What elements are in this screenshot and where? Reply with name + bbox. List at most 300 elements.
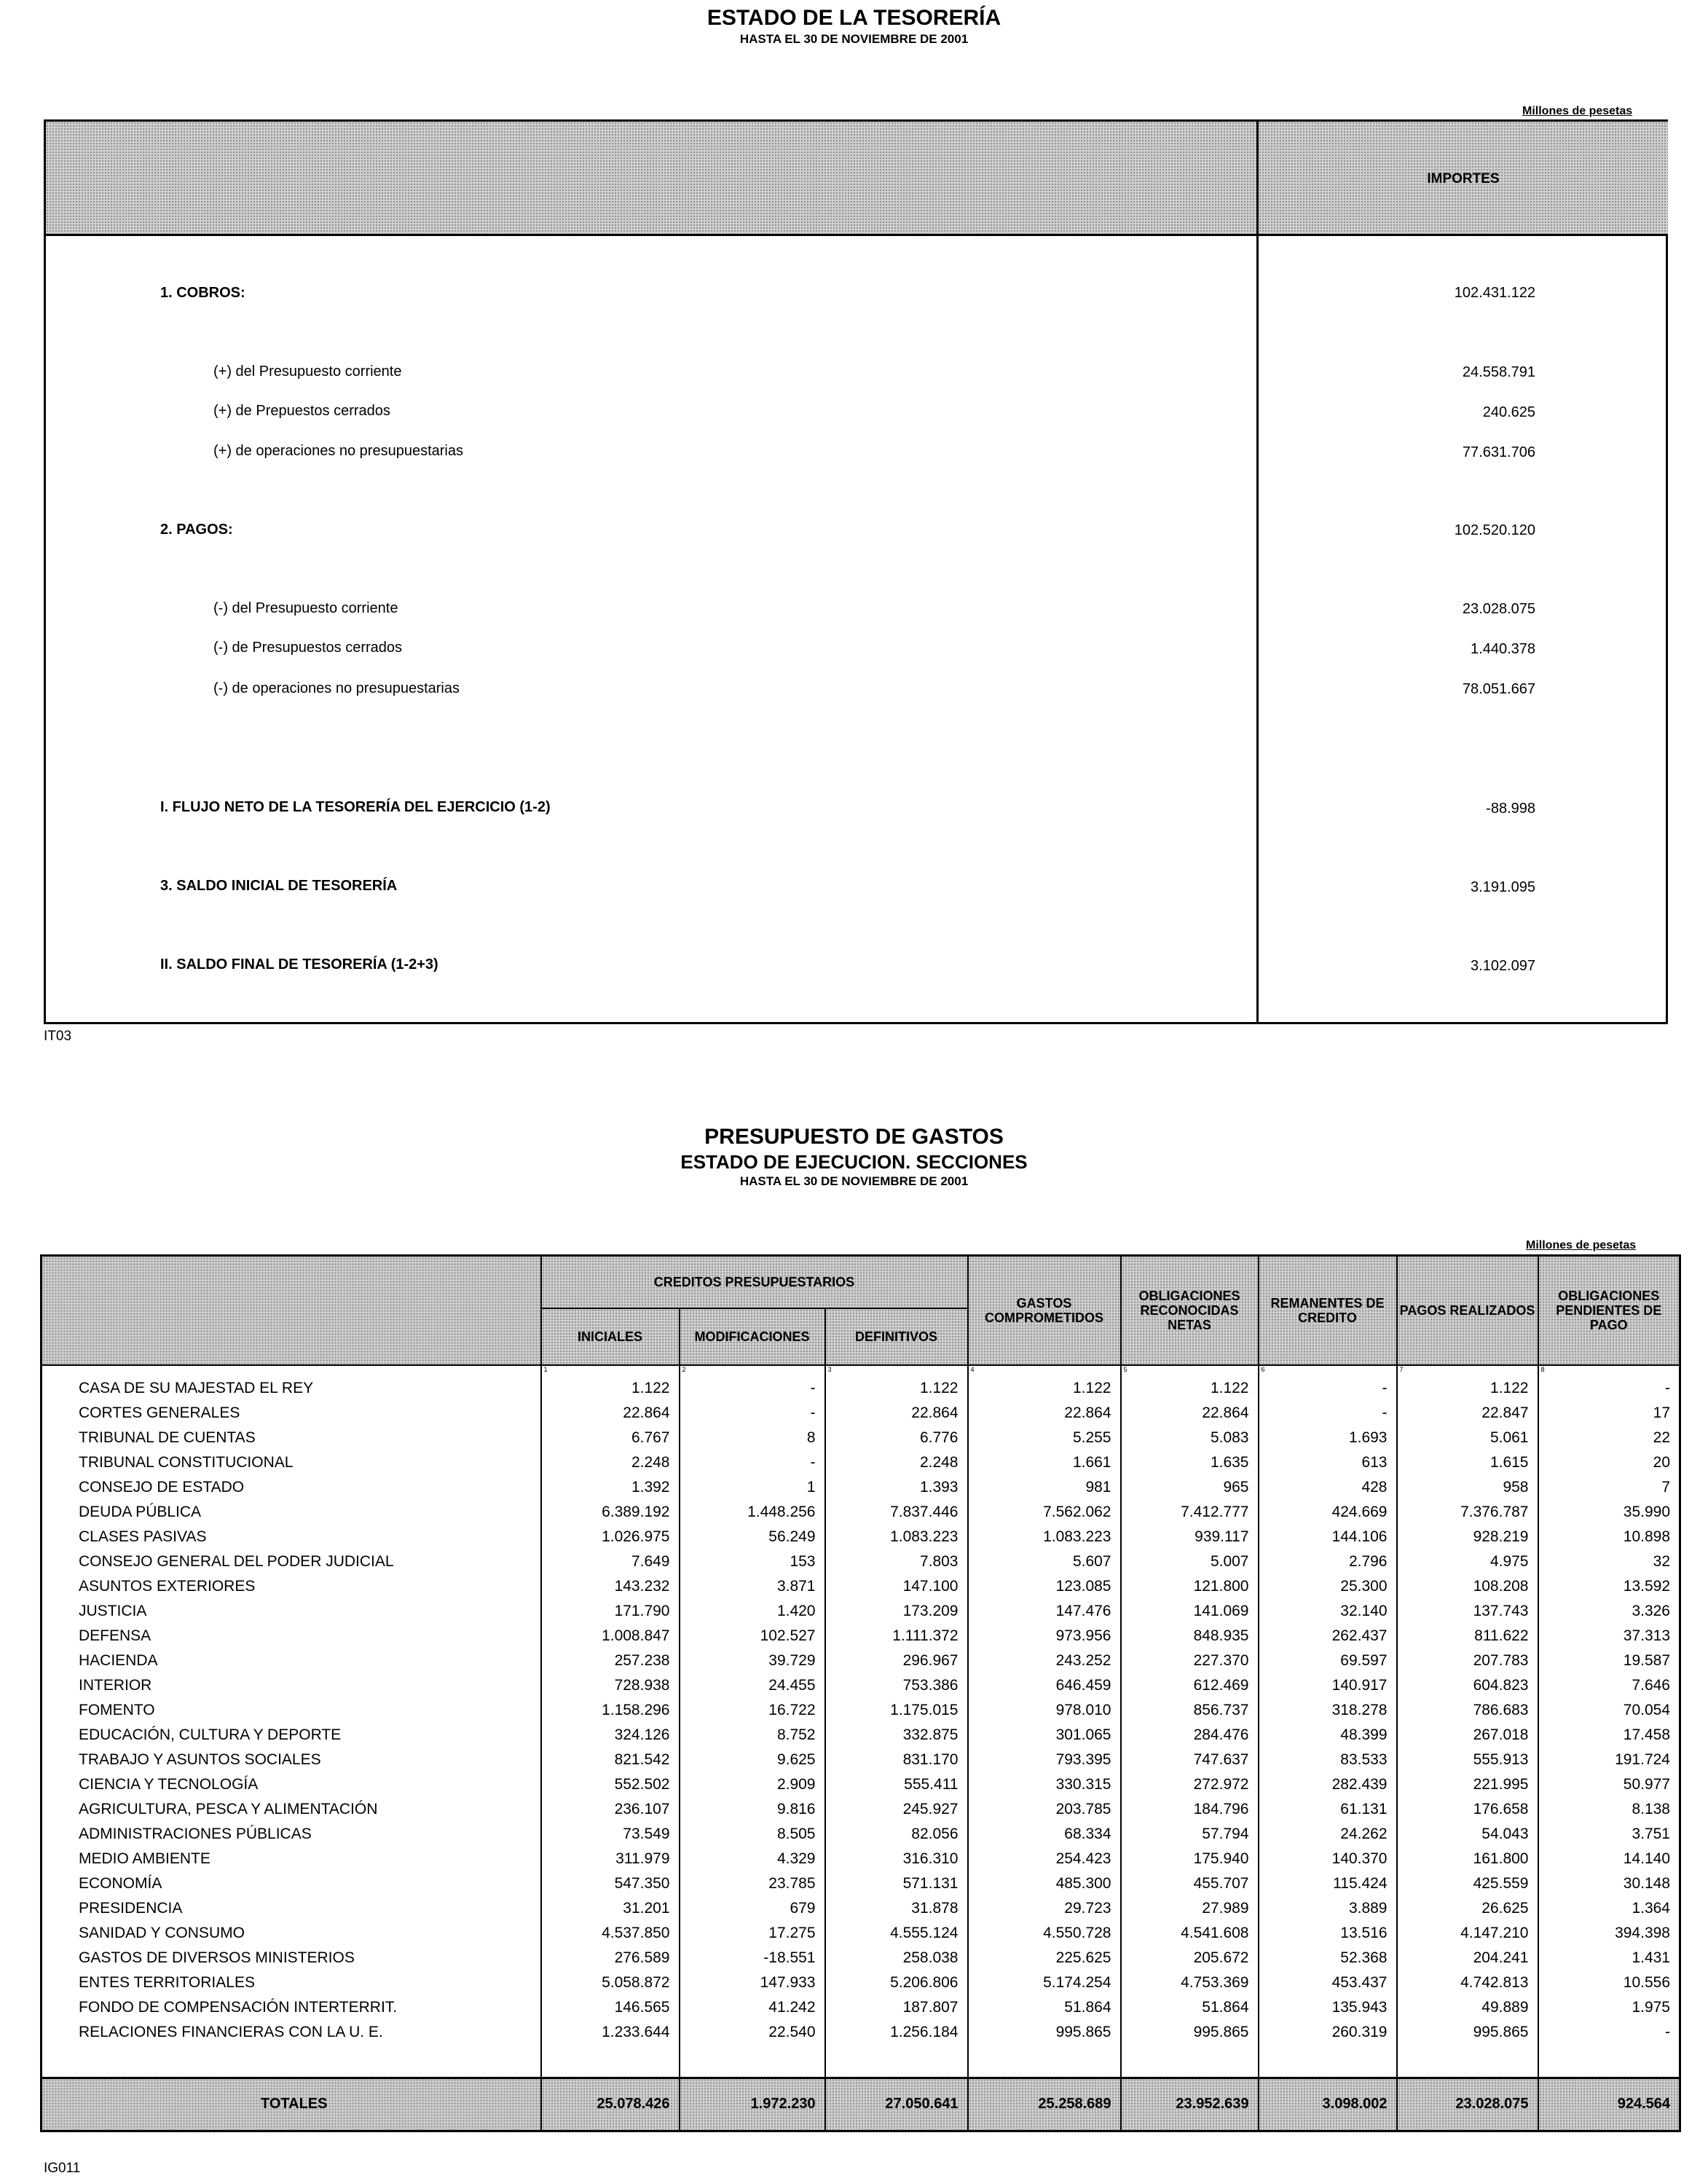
cell-pendientes: 394.398	[1538, 1921, 1680, 1946]
total-remanentes: 3.098.002	[1259, 2078, 1397, 2131]
cell-pendientes: 35.990	[1538, 1500, 1680, 1525]
cell-gastos-comprometidos: 254.423	[968, 1847, 1121, 1871]
cell-pendientes: 10.556	[1538, 1970, 1680, 1995]
cell-definitivos: 571.131	[825, 1871, 968, 1896]
total-modificaciones: 1.972.230	[680, 2078, 825, 2131]
cell-obligaciones: 1.122	[1121, 1376, 1259, 1401]
cell-gastos-comprometidos: 5.174.254	[968, 1970, 1121, 1995]
cell-gastos-comprometidos: 1.122	[968, 1376, 1121, 1401]
cell-pendientes: -	[1538, 1376, 1680, 1401]
cell-modificaciones: 41.242	[680, 1995, 825, 2020]
cell-gastos-comprometidos: 5.607	[968, 1549, 1121, 1574]
cell-iniciales: 2.248	[541, 1450, 680, 1475]
cell-pagos: 995.865	[1397, 2020, 1538, 2045]
cell-modificaciones: -	[680, 1376, 825, 1401]
column-number: 6	[1259, 1365, 1397, 1376]
cell-pendientes: 13.592	[1538, 1574, 1680, 1599]
cell-gastos-comprometidos: 793.395	[968, 1748, 1121, 1772]
cell-remanentes: 61.131	[1259, 1797, 1397, 1822]
cell-definitivos: 258.038	[825, 1946, 968, 1970]
cell-obligaciones: 612.469	[1121, 1673, 1259, 1698]
cell-seccion: SANIDAD Y CONSUMO	[42, 1921, 541, 1946]
saldo-final-label: II. SALDO FINAL DE TESORERÍA (1-2+3)	[160, 956, 438, 972]
cell-iniciales: 171.790	[541, 1599, 680, 1624]
table-row	[42, 1673, 1680, 1698]
cell-gastos-comprometidos: 973.956	[968, 1624, 1121, 1648]
cell-definitivos: 245.927	[825, 1797, 968, 1822]
cell-remanentes: 13.516	[1259, 1921, 1397, 1946]
table-row	[42, 1525, 1680, 1549]
cell-gastos-comprometidos: 485.300	[968, 1871, 1121, 1896]
cell-pendientes: 14.140	[1538, 1847, 1680, 1871]
cell-obligaciones: 1.635	[1121, 1450, 1259, 1475]
total-pagos: 23.028.075	[1397, 2078, 1538, 2131]
table-row	[42, 1797, 1680, 1822]
cell-iniciales: 4.537.850	[541, 1921, 680, 1946]
cell-gastos-comprometidos: 68.334	[968, 1822, 1121, 1847]
header-creditos: CREDITOS PRESUPUESTARIOS	[541, 1256, 968, 1308]
cell-definitivos: 4.555.124	[825, 1921, 968, 1946]
table-row	[42, 1401, 1680, 1426]
cell-pagos: 7.376.787	[1397, 1500, 1538, 1525]
cell-obligaciones: 272.972	[1121, 1772, 1259, 1797]
cell-pendientes: 3.751	[1538, 1822, 1680, 1847]
cell-remanentes: 25.300	[1259, 1574, 1397, 1599]
gastos-header-blank	[42, 1256, 541, 1365]
cell-definitivos: 1.393	[825, 1475, 968, 1500]
cell-remanentes: 424.669	[1259, 1500, 1397, 1525]
cobros-no-presupuestarias-label: (+) de operaciones no presupuestarias	[213, 443, 463, 459]
column-number: 7	[1397, 1365, 1538, 1376]
pagos-no-presupuestarias-label: (-) de operaciones no presupuestarias	[213, 680, 460, 696]
table-row	[42, 1723, 1680, 1748]
cell-definitivos: 1.111.372	[825, 1624, 968, 1648]
cell-modificaciones: 9.625	[680, 1748, 825, 1772]
cell-gastos-comprometidos: 243.252	[968, 1648, 1121, 1673]
cell-seccion: FOMENTO	[42, 1698, 541, 1723]
header-divider	[46, 234, 1666, 236]
cell-modificaciones: 23.785	[680, 1871, 825, 1896]
cell-modificaciones: -	[680, 1450, 825, 1475]
cell-seccion: PRESIDENCIA	[42, 1896, 541, 1921]
cell-modificaciones: 153	[680, 1549, 825, 1574]
flujo-neto-value: -88.998	[1486, 801, 1535, 817]
cell-definitivos: 6.776	[825, 1426, 968, 1450]
cell-obligaciones: 175.940	[1121, 1847, 1259, 1871]
column-number: 4	[968, 1365, 1121, 1376]
cell-obligaciones: 121.800	[1121, 1574, 1259, 1599]
cell-definitivos: 173.209	[825, 1599, 968, 1624]
cell-gastos-comprometidos: 978.010	[968, 1698, 1121, 1723]
column-number: 5	[1121, 1365, 1259, 1376]
cell-seccion: INTERIOR	[42, 1673, 541, 1698]
cobros-no-presupuestarias-value: 77.631.706	[1462, 444, 1535, 460]
cell-gastos-comprometidos: 330.315	[968, 1772, 1121, 1797]
cell-pagos: 811.622	[1397, 1624, 1538, 1648]
spacer-row	[42, 2045, 1680, 2078]
cell-remanentes: 262.437	[1259, 1624, 1397, 1648]
cell-pagos: 161.800	[1397, 1847, 1538, 1871]
cell-remanentes: 83.533	[1259, 1748, 1397, 1772]
header-obligaciones: OBLIGACIONES RECONOCIDAS NETAS	[1121, 1256, 1259, 1365]
table-row	[42, 1847, 1680, 1871]
cell-definitivos: 753.386	[825, 1673, 968, 1698]
cell-iniciales: 6.389.192	[541, 1500, 680, 1525]
cell-modificaciones: 1.420	[680, 1599, 825, 1624]
table-row	[42, 1599, 1680, 1624]
cell-remanentes: 1.693	[1259, 1426, 1397, 1450]
total-gastos-comprometidos: 25.258.689	[968, 2078, 1121, 2131]
cell-pendientes: 17	[1538, 1401, 1680, 1426]
cell-remanentes: 52.368	[1259, 1946, 1397, 1970]
cell-gastos-comprometidos: 5.255	[968, 1426, 1121, 1450]
cell-modificaciones: 1.448.256	[680, 1500, 825, 1525]
cell-remanentes: 140.370	[1259, 1847, 1397, 1871]
gastos-subtitle: ESTADO DE EJECUCION. SECCIONES	[680, 1151, 1028, 1173]
cell-remanentes: 140.917	[1259, 1673, 1397, 1698]
cell-gastos-comprometidos: 22.864	[968, 1401, 1121, 1426]
cell-pagos: 604.823	[1397, 1673, 1538, 1698]
gastos-title: PRESUPUESTO DE GASTOS	[704, 1125, 1004, 1149]
cell-definitivos: 22.864	[825, 1401, 968, 1426]
cell-gastos-comprometidos: 646.459	[968, 1673, 1121, 1698]
cell-seccion: ADMINISTRACIONES PÚBLICAS	[42, 1822, 541, 1847]
cell-gastos-comprometidos: 147.476	[968, 1599, 1121, 1624]
cell-pagos: 207.783	[1397, 1648, 1538, 1673]
cell-seccion: ENTES TERRITORIALES	[42, 1970, 541, 1995]
cell-obligaciones: 27.989	[1121, 1896, 1259, 1921]
cell-obligaciones: 455.707	[1121, 1871, 1259, 1896]
cell-pagos: 22.847	[1397, 1401, 1538, 1426]
cell-remanentes: 69.597	[1259, 1648, 1397, 1673]
cell-seccion: CASA DE SU MAJESTAD EL REY	[42, 1376, 541, 1401]
pagos-label: 2. PAGOS:	[160, 522, 233, 538]
cell-iniciales: 276.589	[541, 1946, 680, 1970]
pagos-corriente-label: (-) del Presupuesto corriente	[213, 600, 398, 616]
cell-seccion: JUSTICIA	[42, 1599, 541, 1624]
cell-definitivos: 7.803	[825, 1549, 968, 1574]
cell-modificaciones: 24.455	[680, 1673, 825, 1698]
cell-pagos: 958	[1397, 1475, 1538, 1500]
cell-iniciales: 257.238	[541, 1648, 680, 1673]
cell-gastos-comprometidos: 4.550.728	[968, 1921, 1121, 1946]
cell-seccion: FONDO DE COMPENSACIÓN INTERTERRIT.	[42, 1995, 541, 2020]
cell-pendientes: 32	[1538, 1549, 1680, 1574]
table-row	[42, 1896, 1680, 1921]
cell-obligaciones: 227.370	[1121, 1648, 1259, 1673]
cell-pendientes: 1.431	[1538, 1946, 1680, 1970]
cell-obligaciones: 848.935	[1121, 1624, 1259, 1648]
cell-iniciales: 324.126	[541, 1723, 680, 1748]
cell-seccion: TRABAJO Y ASUNTOS SOCIALES	[42, 1748, 541, 1772]
cell-modificaciones: 56.249	[680, 1525, 825, 1549]
cell-definitivos: 296.967	[825, 1648, 968, 1673]
cell-seccion: HACIENDA	[42, 1648, 541, 1673]
column-number: 8	[1538, 1365, 1680, 1376]
cell-iniciales: 143.232	[541, 1574, 680, 1599]
tesoreria-units: Millones de pesetas	[1522, 105, 1633, 117]
cell-modificaciones: 147.933	[680, 1970, 825, 1995]
cell-obligaciones: 7.412.777	[1121, 1500, 1259, 1525]
cell-gastos-comprometidos: 981	[968, 1475, 1121, 1500]
cell-pendientes: 37.313	[1538, 1624, 1680, 1648]
cell-iniciales: 547.350	[541, 1871, 680, 1896]
cell-iniciales: 1.392	[541, 1475, 680, 1500]
cell-pagos: 204.241	[1397, 1946, 1538, 1970]
cell-obligaciones: 57.794	[1121, 1822, 1259, 1847]
cell-definitivos: 7.837.446	[825, 1500, 968, 1525]
pagos-cerrados-value: 1.440.378	[1471, 641, 1535, 657]
gastos-footer	[42, 2045, 1680, 2131]
cell-remanentes: 32.140	[1259, 1599, 1397, 1624]
cell-pendientes: 50.977	[1538, 1772, 1680, 1797]
cell-pendientes: 8.138	[1538, 1797, 1680, 1822]
cell-obligaciones: 22.864	[1121, 1401, 1259, 1426]
cell-modificaciones: 102.527	[680, 1624, 825, 1648]
cell-definitivos: 316.310	[825, 1847, 968, 1871]
cobros-corriente-label: (+) del Presupuesto corriente	[213, 364, 402, 380]
importes-header: IMPORTES	[1427, 171, 1500, 186]
cell-pagos: 54.043	[1397, 1822, 1538, 1847]
cell-modificaciones: 8.752	[680, 1723, 825, 1748]
cell-pendientes: 22	[1538, 1426, 1680, 1450]
cell-remanentes: 144.106	[1259, 1525, 1397, 1549]
totals-row	[42, 2078, 1680, 2131]
cell-seccion: ECONOMÍA	[42, 1871, 541, 1896]
gastos-date: HASTA EL 30 DE NOVIEMBRE DE 2001	[739, 1174, 969, 1188]
cell-iniciales: 7.649	[541, 1549, 680, 1574]
cell-pagos: 786.683	[1397, 1698, 1538, 1723]
cell-remanentes: 613	[1259, 1450, 1397, 1475]
table-row	[42, 1698, 1680, 1723]
header-modificaciones: MODIFICACIONES	[680, 1308, 825, 1365]
total-iniciales: 25.078.426	[541, 2078, 680, 2131]
saldo-final-value: 3.102.097	[1471, 958, 1535, 974]
cell-pendientes: -	[1538, 2020, 1680, 2045]
cell-gastos-comprometidos: 51.864	[968, 1995, 1121, 2020]
tesoreria-code: IT03	[44, 1029, 72, 1044]
table-row	[42, 1772, 1680, 1797]
cell-obligaciones: 5.007	[1121, 1549, 1259, 1574]
cell-seccion: MEDIO AMBIENTE	[42, 1847, 541, 1871]
cell-iniciales: 236.107	[541, 1797, 680, 1822]
cell-remanentes: 428	[1259, 1475, 1397, 1500]
cell-definitivos: 1.256.184	[825, 2020, 968, 2045]
cell-definitivos: 831.170	[825, 1748, 968, 1772]
cell-remanentes: 135.943	[1259, 1995, 1397, 2020]
cell-iniciales: 73.549	[541, 1822, 680, 1847]
table-row	[42, 1574, 1680, 1599]
column-number: 1	[541, 1365, 680, 1376]
cell-modificaciones: 1	[680, 1475, 825, 1500]
header-pagos: PAGOS REALIZADOS	[1397, 1256, 1538, 1365]
total-obligaciones: 23.952.639	[1121, 2078, 1259, 2131]
flujo-neto-label: I. FLUJO NETO DE LA TESORERÍA DEL EJERCICIO (1-2)	[160, 799, 551, 815]
cell-obligaciones: 51.864	[1121, 1995, 1259, 2020]
cell-obligaciones: 284.476	[1121, 1723, 1259, 1748]
cell-pagos: 137.743	[1397, 1599, 1538, 1624]
cell-definitivos: 1.122	[825, 1376, 968, 1401]
cell-modificaciones: 17.275	[680, 1921, 825, 1946]
cell-obligaciones: 184.796	[1121, 1797, 1259, 1822]
cell-pendientes: 3.326	[1538, 1599, 1680, 1624]
cell-remanentes: 318.278	[1259, 1698, 1397, 1723]
cell-definitivos: 555.411	[825, 1772, 968, 1797]
cell-gastos-comprometidos: 301.065	[968, 1723, 1121, 1748]
totals-label: TOTALES	[42, 2078, 541, 2131]
gastos-body	[42, 1365, 1680, 2045]
gastos-units: Millones de pesetas	[1526, 1239, 1637, 1251]
cell-seccion: CONSEJO GENERAL DEL PODER JUDICIAL	[42, 1549, 541, 1574]
header-remanentes: REMANENTES DE CREDITO	[1259, 1256, 1397, 1365]
total-pendientes: 924.564	[1538, 2078, 1680, 2131]
cell-seccion: GASTOS DE DIVERSOS MINISTERIOS	[42, 1946, 541, 1970]
header-pendientes: OBLIGACIONES PENDIENTES DE PAGO	[1538, 1256, 1680, 1365]
tesoreria-table	[44, 119, 1668, 1024]
cell-gastos-comprometidos: 29.723	[968, 1896, 1121, 1921]
table-row	[42, 1426, 1680, 1450]
cell-iniciales: 311.979	[541, 1847, 680, 1871]
cobros-cerrados-label: (+) de Prepuestos cerrados	[213, 403, 390, 419]
cell-pendientes: 20	[1538, 1450, 1680, 1475]
pagos-value: 102.520.120	[1454, 522, 1535, 538]
cobros-corriente-value: 24.558.791	[1462, 364, 1535, 380]
table-row	[42, 1624, 1680, 1648]
table-row	[42, 1822, 1680, 1847]
cell-iniciales: 146.565	[541, 1995, 680, 2020]
header-definitivos: DEFINITIVOS	[825, 1308, 968, 1365]
cell-gastos-comprometidos: 1.661	[968, 1450, 1121, 1475]
table-row	[42, 1871, 1680, 1896]
cell-pagos: 4.742.813	[1397, 1970, 1538, 1995]
cell-modificaciones: 16.722	[680, 1698, 825, 1723]
cell-remanentes: -	[1259, 1401, 1397, 1426]
cell-remanentes: -	[1259, 1376, 1397, 1401]
saldo-inicial-label: 3. SALDO INICIAL DE TESORERÍA	[160, 878, 398, 894]
cell-pagos: 267.018	[1397, 1723, 1538, 1748]
cell-pagos: 1.615	[1397, 1450, 1538, 1475]
cell-definitivos: 31.878	[825, 1896, 968, 1921]
cell-seccion: EDUCACIÓN, CULTURA Y DEPORTE	[42, 1723, 541, 1748]
cobros-cerrados-value: 240.625	[1482, 404, 1535, 420]
cell-obligaciones: 939.117	[1121, 1525, 1259, 1549]
cell-pendientes: 10.898	[1538, 1525, 1680, 1549]
cell-modificaciones: 679	[680, 1896, 825, 1921]
cell-pagos: 5.061	[1397, 1426, 1538, 1450]
header-iniciales: INICIALES	[541, 1308, 680, 1365]
tesoreria-title: ESTADO DE LA TESORERÍA	[707, 6, 1001, 30]
table-row	[42, 1450, 1680, 1475]
cell-gastos-comprometidos: 1.083.223	[968, 1525, 1121, 1549]
cell-pendientes: 30.148	[1538, 1871, 1680, 1896]
cell-obligaciones: 205.672	[1121, 1946, 1259, 1970]
cell-iniciales: 31.201	[541, 1896, 680, 1921]
column-number: 3	[825, 1365, 968, 1376]
cell-seccion: TRIBUNAL DE CUENTAS	[42, 1426, 541, 1450]
cell-remanentes: 453.437	[1259, 1970, 1397, 1995]
column-divider	[1256, 122, 1259, 1022]
cell-pagos: 555.913	[1397, 1748, 1538, 1772]
cell-modificaciones: 3.871	[680, 1574, 825, 1599]
cobros-value: 102.431.122	[1454, 285, 1535, 301]
cell-obligaciones: 995.865	[1121, 2020, 1259, 2045]
table-row	[42, 1376, 1680, 1401]
pagos-cerrados-label: (-) de Presupuestos cerrados	[213, 640, 403, 656]
cell-remanentes: 3.889	[1259, 1896, 1397, 1921]
saldo-inicial-value: 3.191.095	[1471, 879, 1535, 895]
cell-modificaciones: 8.505	[680, 1822, 825, 1847]
cell-iniciales: 6.767	[541, 1426, 680, 1450]
cell-obligaciones: 4.541.608	[1121, 1921, 1259, 1946]
cell-iniciales: 1.122	[541, 1376, 680, 1401]
cell-definitivos: 332.875	[825, 1723, 968, 1748]
cell-obligaciones: 747.637	[1121, 1748, 1259, 1772]
column-number: 2	[680, 1365, 825, 1376]
cell-seccion: CONSEJO DE ESTADO	[42, 1475, 541, 1500]
table-row	[42, 1549, 1680, 1574]
cell-iniciales: 552.502	[541, 1772, 680, 1797]
table-row	[42, 1748, 1680, 1772]
table-row	[42, 1921, 1680, 1946]
cell-modificaciones: 39.729	[680, 1648, 825, 1673]
cell-iniciales: 1.233.644	[541, 2020, 680, 2045]
cell-pendientes: 70.054	[1538, 1698, 1680, 1723]
cell-modificaciones: 4.329	[680, 1847, 825, 1871]
cell-modificaciones: -18.551	[680, 1946, 825, 1970]
pagos-corriente-value: 23.028.075	[1462, 601, 1535, 617]
cell-pagos: 425.559	[1397, 1871, 1538, 1896]
cell-definitivos: 1.175.015	[825, 1698, 968, 1723]
cell-remanentes: 2.796	[1259, 1549, 1397, 1574]
cell-gastos-comprometidos: 995.865	[968, 2020, 1121, 2045]
cell-pagos: 928.219	[1397, 1525, 1538, 1549]
table-row	[42, 1475, 1680, 1500]
cell-obligaciones: 965	[1121, 1475, 1259, 1500]
table-row	[42, 1946, 1680, 1970]
cell-pendientes: 7	[1538, 1475, 1680, 1500]
cobros-label: 1. COBROS:	[160, 285, 245, 301]
gastos-code: IG011	[44, 2161, 81, 2176]
cell-modificaciones: 22.540	[680, 2020, 825, 2045]
cell-pagos: 4.147.210	[1397, 1921, 1538, 1946]
cell-pendientes: 1.975	[1538, 1995, 1680, 2020]
cell-gastos-comprometidos: 225.625	[968, 1946, 1121, 1970]
cell-obligaciones: 5.083	[1121, 1426, 1259, 1450]
cell-pagos: 49.889	[1397, 1995, 1538, 2020]
cell-pendientes: 7.646	[1538, 1673, 1680, 1698]
cell-seccion: CORTES GENERALES	[42, 1401, 541, 1426]
cell-iniciales: 1.158.296	[541, 1698, 680, 1723]
cell-modificaciones: 2.909	[680, 1772, 825, 1797]
cell-definitivos: 1.083.223	[825, 1525, 968, 1549]
cell-definitivos: 5.206.806	[825, 1970, 968, 1995]
cell-pendientes: 17.458	[1538, 1723, 1680, 1748]
header-gastos-comprometidos: GASTOS COMPROMETIDOS	[968, 1256, 1121, 1365]
cell-pagos: 26.625	[1397, 1896, 1538, 1921]
table-row	[42, 1995, 1680, 2020]
cell-definitivos: 2.248	[825, 1450, 968, 1475]
table-row	[42, 1500, 1680, 1525]
cell-pagos: 176.658	[1397, 1797, 1538, 1822]
cell-obligaciones: 4.753.369	[1121, 1970, 1259, 1995]
cell-modificaciones: 8	[680, 1426, 825, 1450]
table-row	[42, 1648, 1680, 1673]
cell-gastos-comprometidos: 203.785	[968, 1797, 1121, 1822]
cell-pendientes: 19.587	[1538, 1648, 1680, 1673]
gastos-table	[40, 1254, 1681, 2132]
cell-seccion: AGRICULTURA, PESCA Y ALIMENTACIÓN	[42, 1797, 541, 1822]
cell-pagos: 4.975	[1397, 1549, 1538, 1574]
